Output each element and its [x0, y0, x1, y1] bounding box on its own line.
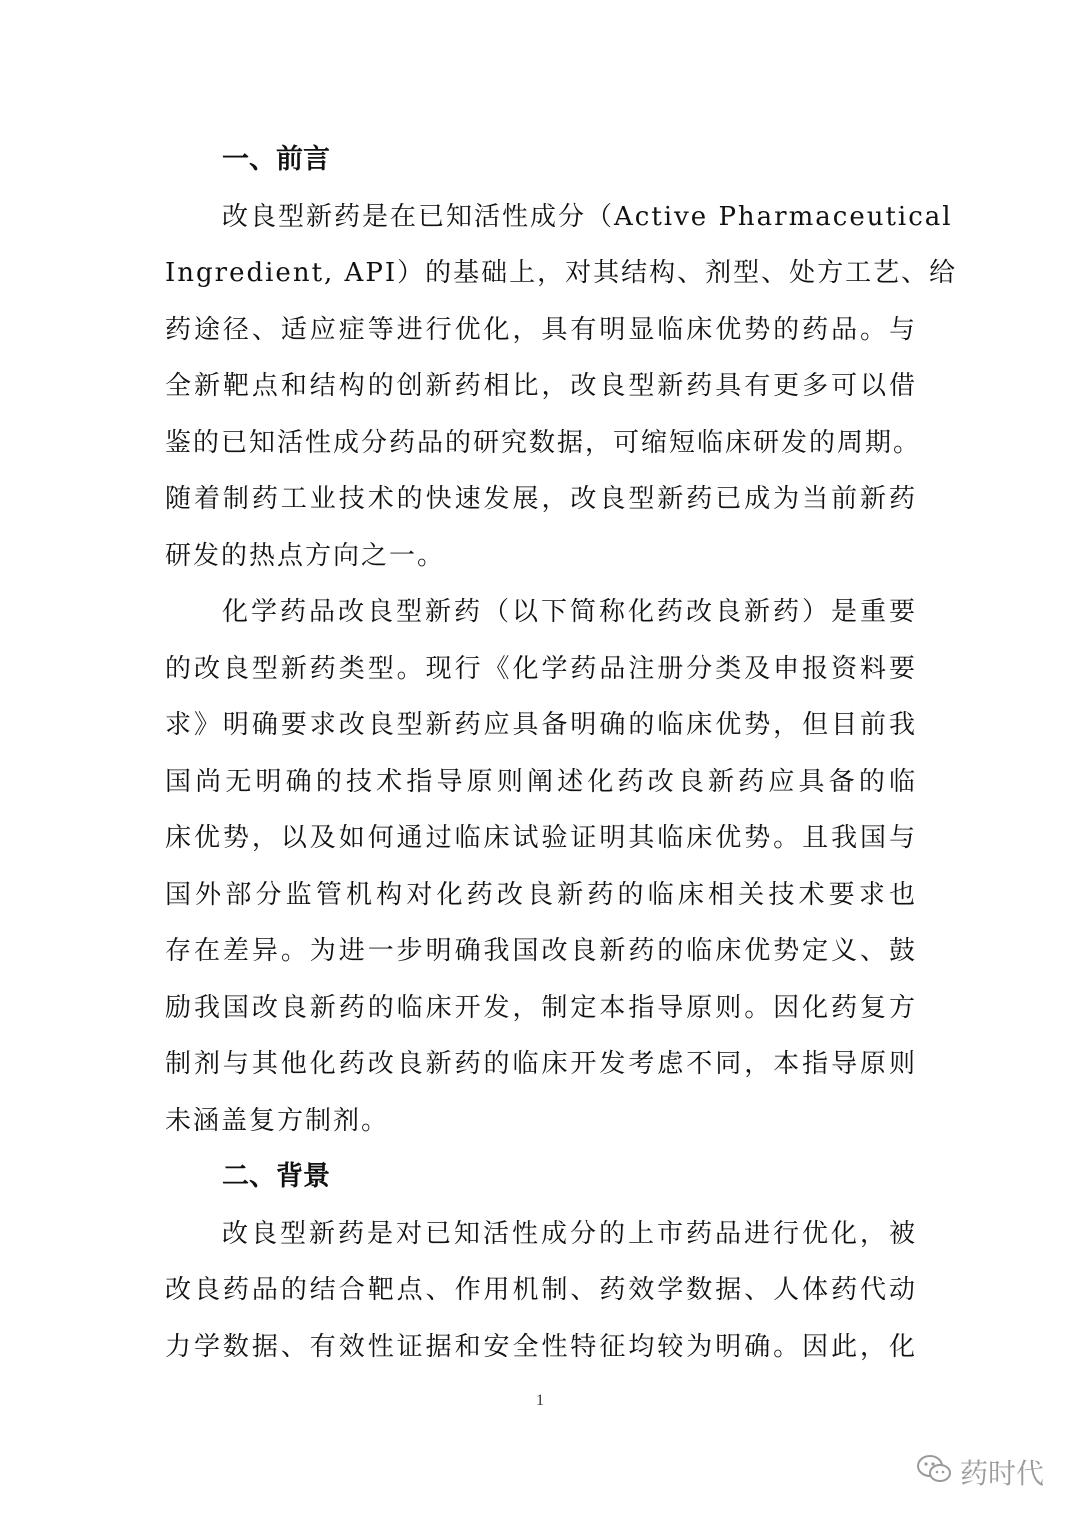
watermark-text: 药时代	[959, 1457, 1044, 1490]
text-line: 改良药品的结合靶点、作用机制、药效学数据、人体药代动	[165, 1275, 917, 1305]
text-line: 随着制药工业技术的快速发展，改良型新药已成为当前新药	[165, 484, 917, 514]
paragraph	[165, 1206, 917, 1376]
text-line: 鉴的已知活性成分药品的研究数据，可缩短临床研发的周期。	[165, 427, 922, 458]
text-line: 制剂与其他化药改良新药的临床开发考虑不同，本指导原则	[165, 1049, 917, 1079]
text-line: 研发的热点方向之一。	[165, 540, 446, 571]
page-number: 1	[536, 1392, 544, 1409]
watermark	[916, 1452, 1044, 1492]
paragraph	[165, 584, 917, 1149]
text-line: 的改良型新药类型。现行《化学药品注册分类及申报资料要	[165, 653, 917, 684]
text-line: 力学数据、有效性证据和安全性特征均较为明确。因此，化	[165, 1331, 917, 1362]
text-line: Ingredient, API）的基础上，对其结构、剂型、处方工艺、给	[165, 258, 958, 288]
text-line: 国外部分监管机构对化药改良新药的临床相关技术要求也	[165, 879, 917, 910]
text-line: 药途径、适应症等进行优化，具有明显临床优势的药品。与	[165, 314, 917, 345]
text-line: 改良型新药是在已知活性成分（Active Pharmaceutical	[222, 201, 953, 232]
text-line: 未涵盖复方制剂。	[165, 1105, 390, 1136]
text-line: 存在差异。为进一步明确我国改良新药的临床优势定义、鼓	[165, 936, 917, 966]
wechat-icon	[916, 1453, 952, 1492]
text-line: 励我国改良新药的临床开发，制定本指导原则。因化药复方	[165, 992, 917, 1023]
text-line: 化学药品改良型新药（以下简称化药改良新药）是重要	[222, 597, 917, 627]
text-line: 国尚无明确的技术指导原则阐述化药改良新药应具备的临	[165, 766, 917, 797]
section-heading-background: 二、背景	[222, 1161, 330, 1192]
document-body	[165, 132, 958, 1375]
text-line: 床优势，以及如何通过临床试验证明其临床优势。且我国与	[165, 823, 917, 853]
text-line: 改良型新药是对已知活性成分的上市药品进行优化，被	[222, 1218, 917, 1249]
text-line: 求》明确要求改良型新药应具备明确的临床优势，但目前我	[165, 710, 917, 740]
paragraph	[165, 189, 958, 585]
section-heading-preface: 一、前言	[222, 144, 330, 175]
text-line: 全新靶点和结构的创新药相比，改良型新药具有更多可以借	[165, 371, 917, 401]
